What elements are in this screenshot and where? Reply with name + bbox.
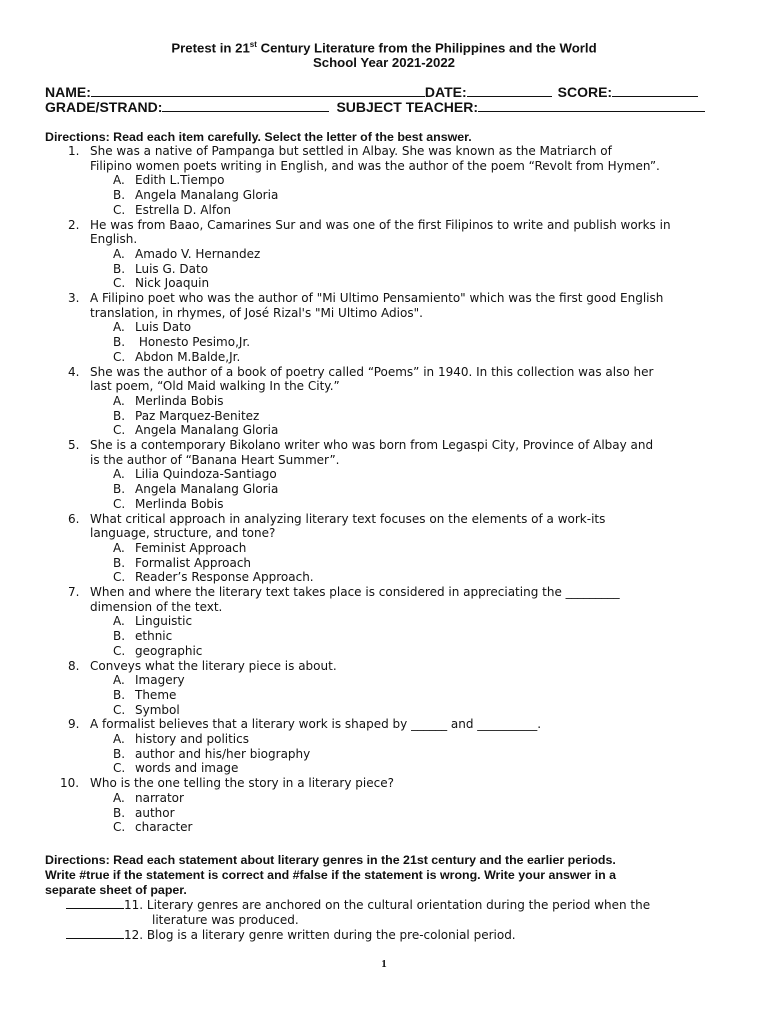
item-text-continuation: literature was produced. [152, 912, 299, 927]
title-text-rest: Century Literature from the Philippines and the World [256, 40, 597, 56]
question-text [90, 218, 730, 247]
option-letter: C. [113, 423, 126, 438]
answer-option[interactable] [113, 703, 180, 718]
directions-line: separate sheet of paper. [45, 883, 187, 897]
option-label: Abdon M.Balde,Jr. [135, 349, 241, 364]
tf-item [66, 928, 726, 943]
answer-option[interactable] [113, 556, 251, 571]
question-number: 7. [68, 585, 80, 599]
option-letter: A. [113, 173, 125, 188]
part2-directions [45, 853, 735, 898]
question-number: 10. [60, 776, 80, 791]
option-label: character [135, 820, 193, 835]
question-text-line: Conveys what the literary piece is about. [90, 658, 337, 673]
option-label: narrator [135, 790, 184, 805]
name-label: NAME: [45, 84, 91, 100]
option-label: ethnic [135, 629, 173, 644]
option-letter: C. [113, 496, 126, 511]
question-number: 8. [68, 658, 80, 673]
option-letter: C. [113, 643, 126, 658]
date-label: DATE: [424, 84, 467, 100]
option-letter: B. [113, 746, 126, 761]
question-text [90, 144, 730, 173]
question-text [90, 585, 730, 614]
option-label: Feminist Approach [135, 540, 247, 555]
answer-option[interactable] [113, 806, 175, 821]
answer-option[interactable] [113, 350, 240, 365]
answer-option[interactable] [113, 173, 224, 188]
item-text: Literary genres are anchored on the cultural orientation during the period when the [146, 898, 651, 912]
item-number: 11. [124, 898, 144, 912]
question-text-line: is the author of “Banana Heart Summer”. [90, 452, 340, 467]
answer-option[interactable] [113, 732, 249, 747]
option-letter: A. [113, 246, 125, 261]
option-letter: C. [113, 349, 126, 364]
option-letter: A. [113, 320, 125, 335]
question-number: 9. [68, 717, 80, 732]
answer-option[interactable] [113, 673, 185, 688]
option-letter: A. [113, 673, 125, 688]
option-letter: B. [113, 188, 126, 203]
answer-option[interactable] [113, 497, 224, 512]
score-label: SCORE: [557, 84, 613, 100]
option-letter: A. [113, 467, 125, 482]
question-text-line: What critical approach in analyzing literary text focuses on the elements of a work-its [90, 511, 606, 526]
answer-option[interactable] [113, 276, 209, 291]
name-blank[interactable] [91, 84, 425, 97]
question-text-line: last poem, “Old Maid walking In the City.” [90, 379, 340, 394]
option-letter: B. [113, 555, 126, 570]
school-year: School Year 2021-2022 [313, 55, 455, 70]
answer-option[interactable] [113, 747, 310, 762]
question-text-line: English. [90, 232, 138, 247]
option-letter: A. [113, 614, 125, 629]
question-text-line: dimension of the text. [90, 599, 223, 614]
option-label: Nick Joaquin [135, 276, 210, 291]
option-label: Edith L.Tiempo [135, 173, 225, 188]
grade-strand-blank[interactable] [162, 99, 329, 112]
option-letter: C. [113, 202, 126, 217]
option-letter: B. [113, 335, 126, 350]
option-label: author [135, 805, 175, 820]
question-text-line: When and where the literary text takes place is considered in appreciating the _________ [90, 585, 620, 599]
option-label: Amado V. Hernandez [135, 246, 261, 261]
option-letter: C. [113, 702, 126, 717]
date-blank[interactable] [467, 84, 552, 97]
option-letter: B. [113, 629, 126, 644]
option-letter: B. [113, 482, 126, 497]
answer-option[interactable] [113, 820, 192, 835]
question-number: 4. [68, 364, 80, 379]
question-number: 1. [68, 144, 80, 158]
option-letter: C. [113, 820, 126, 835]
question-text [90, 365, 730, 394]
answer-option[interactable] [113, 614, 192, 629]
title-text: Pretest in 21 [171, 40, 250, 56]
option-label: Paz Marquez-Benitez [135, 408, 260, 423]
option-label: Linguistic [135, 614, 193, 629]
question-text [90, 438, 730, 467]
option-label: Angela Manalang Gloria [135, 482, 279, 497]
question-text-line: He was from Baao, Camarines Sur and was one of the first Filipinos to write and publish works in [90, 217, 671, 232]
option-letter: C. [113, 276, 126, 291]
option-letter: B. [113, 408, 126, 423]
option-label: Merlinda Bobis [135, 393, 224, 408]
option-letter: A. [113, 790, 125, 805]
question-text-line: language, structure, and tone? [90, 526, 276, 541]
option-label: Luis G. Dato [135, 261, 209, 276]
answer-option[interactable] [113, 541, 246, 556]
question-text-line: She was the author of a book of poetry called “Poems” in 1940. In this collection was also her [90, 364, 654, 379]
option-label: Honesto Pesimo,Jr. [135, 335, 251, 350]
option-label: words and image [135, 761, 239, 776]
answer-option[interactable] [113, 247, 260, 262]
option-label: geographic [135, 643, 203, 658]
answer-option[interactable] [113, 394, 224, 409]
document-title [0, 40, 768, 55]
option-label: Imagery [135, 673, 185, 688]
question-text [90, 512, 730, 541]
item-number: 12. [124, 928, 144, 942]
answer-option[interactable] [113, 482, 278, 497]
option-letter: B. [113, 261, 126, 276]
question-text-line: A Filipino poet who was the author of "Mi Ultimo Pensamiento" which was the first good English [90, 291, 664, 305]
option-label: Lilia Quindoza-Santiago [135, 467, 277, 482]
answer-option[interactable] [113, 409, 259, 424]
question-text [90, 776, 730, 791]
question-number: 6. [68, 511, 80, 526]
option-letter: B. [113, 687, 126, 702]
grade-teacher-row [45, 99, 725, 115]
option-label: Formalist Approach [135, 555, 252, 570]
question-text-line: A formalist believes that a literary work is shaped by ______ and __________. [90, 717, 542, 732]
answer-option[interactable] [113, 335, 250, 350]
question-text [90, 717, 730, 732]
option-label: Angela Manalang Gloria [135, 423, 279, 438]
question-text-line: She is a contemporary Bikolano writer who was born from Legaspi City, Province of Albay and [90, 438, 654, 452]
question-number: 2. [68, 217, 80, 232]
directions-line: Directions: Read each statement about literary genres in the 21st century and the earlier periods. [45, 853, 616, 867]
answer-option[interactable] [113, 761, 238, 776]
option-letter: C. [113, 570, 126, 585]
option-letter: A. [113, 732, 125, 746]
name-date-score-row [45, 84, 725, 100]
answer-option[interactable] [113, 467, 277, 482]
option-label: Luis Dato [135, 320, 192, 335]
option-label: Symbol [135, 702, 180, 717]
directions-line: Write #true if the statement is correct and #false if the statement is wrong. Write your answer in a [45, 868, 617, 882]
option-label: author and his/her biography [135, 746, 311, 761]
answer-option[interactable] [113, 688, 176, 703]
question-text [90, 291, 730, 320]
subject-teacher-label: SUBJECT TEACHER: [336, 99, 479, 115]
option-letter: A. [113, 540, 125, 555]
option-letter: B. [113, 805, 126, 820]
answer-blank[interactable] [66, 898, 124, 909]
answer-option[interactable] [113, 644, 202, 659]
option-letter: C. [113, 761, 126, 776]
answer-blank[interactable] [66, 928, 124, 939]
answer-option[interactable] [113, 262, 208, 277]
answer-option[interactable] [113, 423, 278, 438]
page-number: 1 [381, 958, 387, 970]
question-number: 5. [68, 438, 80, 452]
answer-option[interactable] [113, 791, 184, 806]
option-label: Estrella D. Alfon [135, 202, 232, 217]
option-label: Merlinda Bobis [135, 496, 224, 511]
option-label: Theme [135, 687, 177, 702]
option-label: Angela Manalang Gloria [135, 188, 279, 203]
question-number: 3. [68, 291, 80, 305]
option-label: history and politics [135, 732, 249, 746]
subject-teacher-blank[interactable] [478, 99, 705, 112]
answer-option[interactable] [113, 203, 231, 218]
question-text-line: Filipino women poets writing in English, and was the author of the poem “Revolt from Hymen”. [90, 158, 660, 173]
tf-item [66, 898, 726, 927]
option-letter: A. [113, 393, 125, 408]
item-text: Blog is a literary genre written during the pre-colonial period. [146, 928, 516, 942]
part1-directions: Directions: Read each item carefully. Select the letter of the best answer. [45, 130, 472, 144]
question-text-line: Who is the one telling the story in a literary piece? [90, 776, 394, 791]
question-text [90, 659, 730, 674]
question-text-line: She was a native of Pampanga but settled in Albay. She was known as the Matriarch of [90, 144, 612, 158]
option-label: Reader’s Response Approach. [135, 570, 314, 585]
grade-strand-label: GRADE/STRAND: [45, 99, 163, 115]
title-superscript: st [249, 40, 257, 49]
answer-option[interactable] [113, 320, 191, 335]
answer-option[interactable] [113, 188, 278, 203]
question-text-line: translation, in rhymes, of José Rizal's "Mi Ultimo Adios". [90, 305, 423, 320]
answer-option[interactable] [113, 570, 314, 585]
answer-option[interactable] [113, 629, 172, 644]
score-blank[interactable] [612, 84, 698, 97]
